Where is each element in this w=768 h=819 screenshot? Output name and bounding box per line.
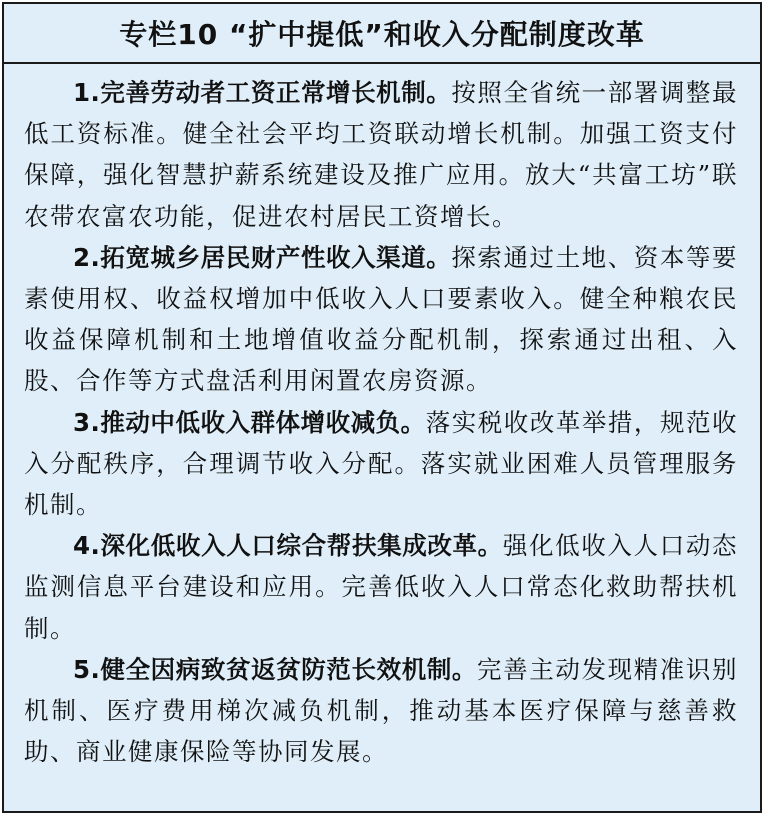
item-3-heading: 3.推动中低收入群体增收减负。 — [73, 407, 426, 437]
item-1-text: 按照全省统一部署调整最低工资标准。健全社会平均工资联动增长机制。加强工资支付保障，强化智慧护薪系统建设及推广应用。放大“共富工坊”联农带农富农功能，促进农村居民工资增长。 — [24, 78, 738, 231]
item-5-heading: 5.健全因病致贫返贫防范长效机制。 — [73, 654, 478, 684]
item-1-heading: 1.完善劳动者工资正常增长机制。 — [73, 78, 452, 107]
item-3 — [24, 402, 738, 526]
column-body — [4, 64, 760, 772]
item-5-text: 完善主动发现精准识别机制、医疗费用梯次减负机制，推动基本医疗保障与慈善救助、商业健康保险等协同发展。 — [24, 654, 738, 767]
column-title: 专栏10 “扩中提低”和收入分配制度改革 — [4, 4, 760, 64]
item-3-text: 落实税收改革举措，规范收入分配秩序，合理调节收入分配。落实就业困难人员管理服务机制。 — [24, 407, 738, 520]
item-4 — [24, 525, 738, 649]
item-2 — [24, 237, 738, 402]
column-box — [2, 2, 762, 813]
item-2-text: 探索通过土地、资本等要素使用权、收益权增加中低收入人口要素收入。健全种粮农民收益保障机制和土地增值收益分配机制，探索通过出租、入股、合作等方式盘活利用闲置农房资源。 — [24, 242, 738, 396]
item-5 — [24, 649, 738, 773]
item-2-heading: 2.拓宽城乡居民财产性收入渠道。 — [73, 242, 452, 272]
item-4-text: 强化低收入人口动态监测信息平台建设和应用。完善低收入人口常态化救助帮扶机制。 — [24, 531, 738, 643]
item-1 — [24, 72, 738, 237]
item-4-heading: 4.深化低收入人口综合帮扶集成改革。 — [73, 531, 503, 561]
